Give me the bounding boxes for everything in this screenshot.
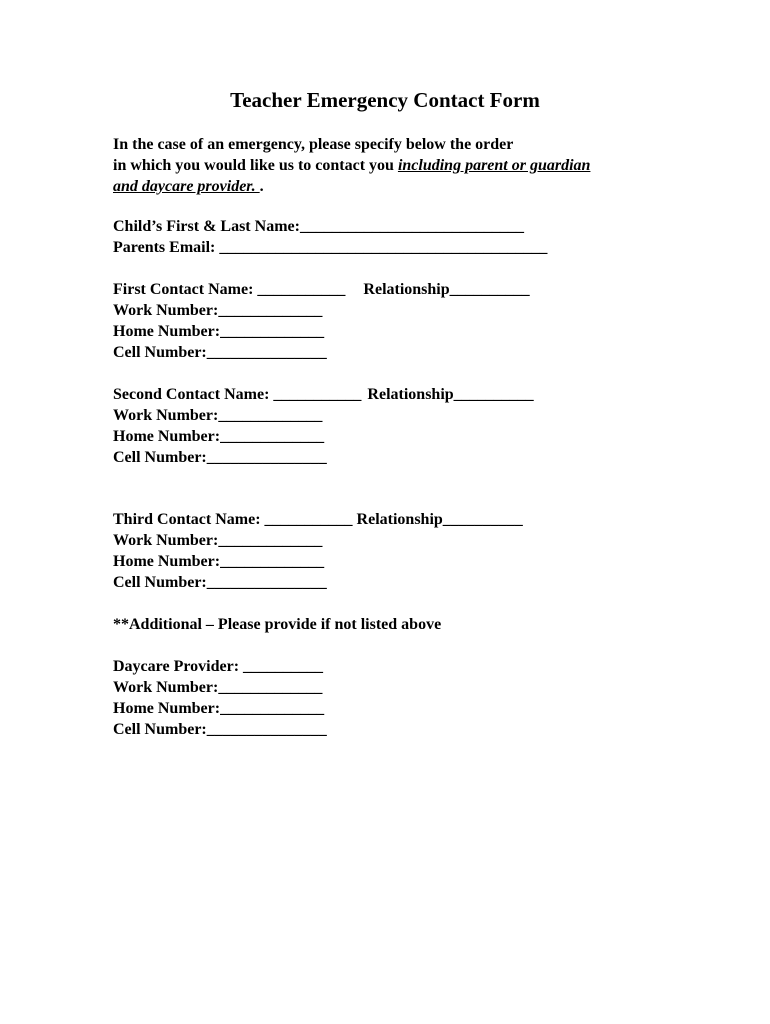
second-contact-row [113, 384, 673, 405]
page-title: Teacher Emergency Contact Form [230, 88, 540, 112]
daycare-home-field[interactable]: Home Number:_____________ [113, 700, 325, 717]
first-contact-name-field[interactable]: First Contact Name: ___________ [113, 281, 346, 298]
parents-email-field[interactable]: Parents Email: _________________________________________ [113, 239, 548, 256]
third-contact-row [113, 509, 673, 530]
third-contact-cell-field[interactable]: Cell Number:_______________ [113, 574, 327, 591]
additional-note: **Additional – Please provide if not listed above [113, 616, 442, 633]
second-contact-cell-field[interactable]: Cell Number:_______________ [113, 449, 327, 466]
child-name-field[interactable]: Child’s First & Last Name:____________________________ [113, 218, 524, 235]
daycare-work-field[interactable]: Work Number:_____________ [113, 679, 323, 696]
daycare-cell-field[interactable]: Cell Number:_______________ [113, 721, 327, 738]
second-contact-home-field[interactable]: Home Number:_____________ [113, 428, 325, 445]
first-contact-cell-field[interactable]: Cell Number:_______________ [113, 344, 327, 361]
third-contact-work-field[interactable]: Work Number:_____________ [113, 532, 323, 549]
first-contact-work-field[interactable]: Work Number:_____________ [113, 302, 323, 319]
third-contact-home-field[interactable]: Home Number:_____________ [113, 553, 325, 570]
first-contact-row [113, 279, 673, 300]
intro-line-1: In the case of an emergency, please specify below the order [113, 136, 514, 153]
second-contact-name-field[interactable]: Second Contact Name: ___________ [113, 386, 362, 403]
third-contact-relationship-field[interactable]: Relationship__________ [356, 511, 523, 528]
intro-line-2-prefix: in which you would like us to contact you [113, 157, 398, 174]
third-contact-name-field[interactable]: Third Contact Name: ___________ [113, 511, 353, 528]
intro-line-3-emphasis: and daycare provider. [113, 178, 260, 195]
intro-line-2-emphasis: including parent or guardian [397, 157, 591, 174]
intro-line-3 [113, 176, 673, 197]
form-body [113, 134, 673, 740]
first-contact-home-field[interactable]: Home Number:_____________ [113, 323, 325, 340]
intro-line-3-suffix: . [259, 178, 264, 195]
daycare-provider-field[interactable]: Daycare Provider: __________ [113, 658, 324, 675]
first-contact-relationship-field[interactable]: Relationship__________ [363, 281, 530, 298]
second-contact-relationship-field[interactable]: Relationship__________ [367, 386, 534, 403]
intro-line-2 [113, 155, 673, 176]
second-contact-work-field[interactable]: Work Number:_____________ [113, 407, 323, 424]
